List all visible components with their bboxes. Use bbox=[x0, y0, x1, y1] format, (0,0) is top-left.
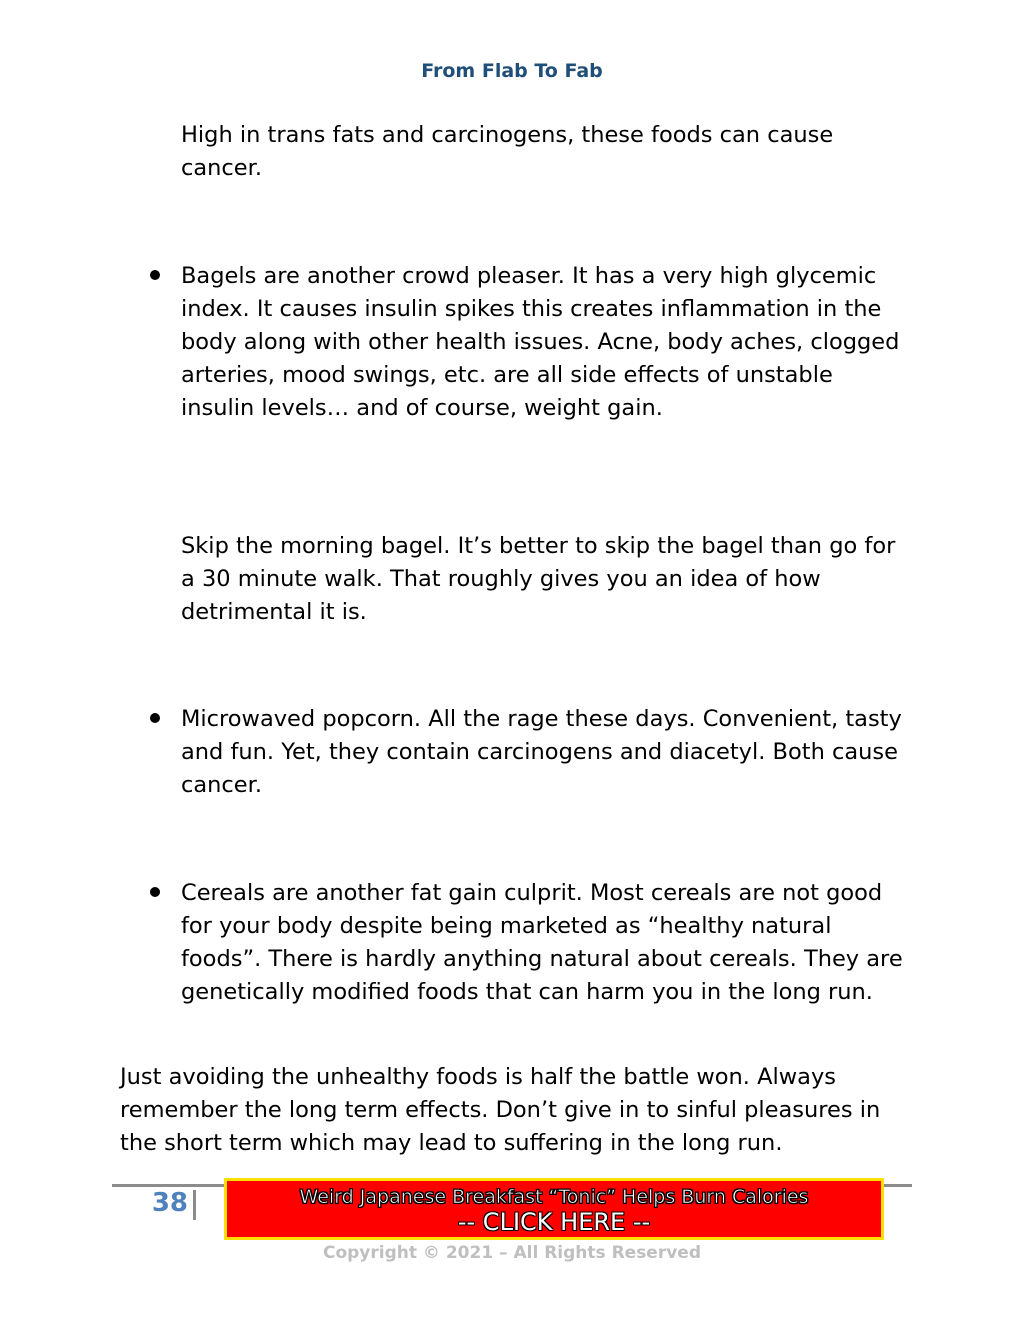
conclusion-paragraph: Just avoiding the unhealthy foods is half the battle won. Always remember the long term effects. Don’t give in to sinful pleasures in the short term which may lead to suffering in the long run. bbox=[120, 1064, 881, 1156]
bullet-icon bbox=[150, 887, 160, 897]
bullet-popcorn: Microwaved popcorn. All the rage these days. Convenient, tasty and fun. Yet, they contain carcinogens and diacetyl. Both cause cancer. bbox=[181, 706, 902, 798]
copyright-notice: Copyright © 2021 – All Rights Reserved bbox=[322, 1243, 702, 1263]
bullet-cereals: Cereals are another fat gain culprit. Most cereals are not good for your body despite being marketed as “healthy natural foods”. There is hardly anything natural about cereals. They are genetically modified foods that can harm you in the long run. bbox=[181, 880, 903, 1005]
page-number: 38 bbox=[151, 1188, 188, 1218]
page-number-separator bbox=[193, 1190, 196, 1220]
breakfast-tonic-banner-link[interactable] bbox=[224, 1178, 884, 1240]
banner-headline: Weird Japanese Breakfast “Tonic” Helps Burn Calories bbox=[299, 1186, 809, 1208]
bullet-bagels: Bagels are another crowd pleaser. It has a very high glycemic index. It causes insulin spikes this creates inflammation in the body along with other health issues. Acne, body aches, clogged arteries, mood swings, etc. are all side effects of unstable insulin levels… and of course, weight gain. bbox=[181, 263, 900, 421]
bullet-icon bbox=[150, 270, 160, 280]
page-header-title: From Flab To Fab bbox=[421, 60, 603, 82]
intro-paragraph: High in trans fats and carcinogens, these foods can cause cancer. bbox=[181, 122, 834, 181]
banner-click-here: -- CLICK HERE -- bbox=[457, 1208, 651, 1236]
skip-bagel-paragraph: Skip the morning bagel. It’s better to skip the bagel than go for a 30 minute walk. That roughly gives you an idea of how detrimental it is. bbox=[181, 533, 896, 625]
bullet-icon bbox=[150, 713, 160, 723]
